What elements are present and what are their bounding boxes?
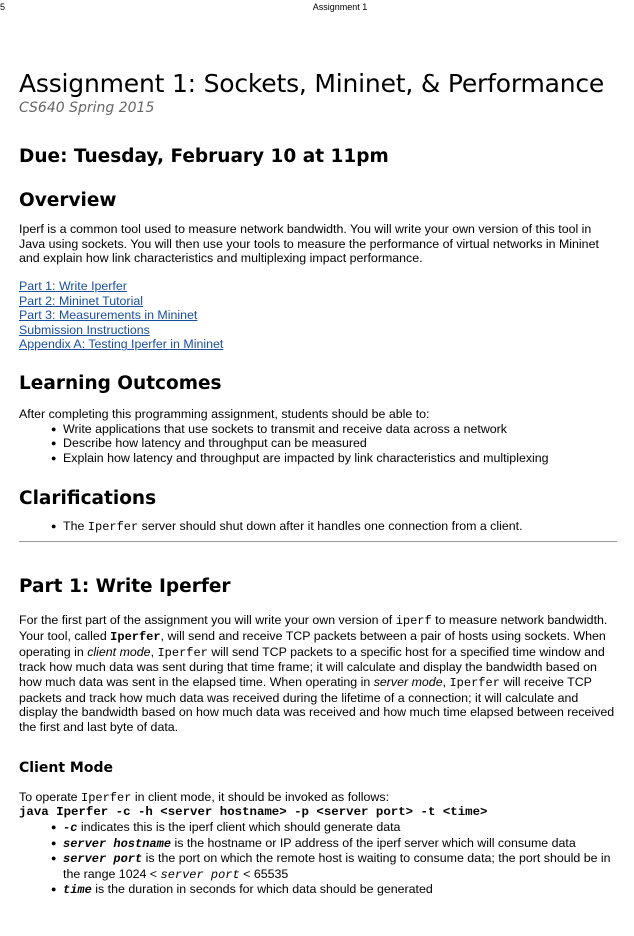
list-item: ● Describe how latency and throughput can be measured <box>63 436 617 451</box>
section-divider <box>19 541 617 542</box>
option-item: ● server hostname is the hostname or IP address of the iperf server which will consume data <box>63 836 617 852</box>
document-body <box>19 68 617 898</box>
clarifications-heading: Clarifications <box>19 487 157 509</box>
learning-intro: After completing this programming assignment, students should be able to: <box>19 407 430 422</box>
clarification-post: server should shut down after it handles one connection from a client. <box>138 518 523 533</box>
overview-text: Iperf is a common tool used to measure network bandwidth. You will write your own version of this tool in Java using sockets. You will then use your tools to measure the performance of virtual networks in Mininet and explain how link characteristics and multiplexing impact performance. <box>19 222 599 266</box>
list-item: ● Explain how latency and throughput are impacted by link characteristics and multiplexing <box>63 451 617 466</box>
section-links <box>19 279 617 352</box>
running-header: Assignment 1 <box>312 2 368 12</box>
part1-heading: Part 1: Write Iperfer <box>19 576 231 598</box>
option-item: ● time is the duration in seconds for which data should be generated <box>63 882 617 898</box>
option-item: ● server port is the port on which the remote host is waiting to consume data; the port should be in the range 1024 < server port < 65535 <box>63 851 617 882</box>
page-number: 5 <box>0 2 6 12</box>
client-mode-heading: Client Mode <box>19 759 113 776</box>
link-part2[interactable]: Part 2: Mininet Tutorial <box>19 293 143 308</box>
due-date-heading: Due: Tuesday, February 10 at 11pm <box>19 146 389 167</box>
link-submission[interactable]: Submission Instructions <box>19 322 150 337</box>
list-item <box>63 519 617 535</box>
page-title: Assignment 1: Sockets, Mininet, & Performance <box>19 69 605 98</box>
overview-heading: Overview <box>19 190 117 211</box>
course-subtitle: CS640 Spring 2015 <box>19 100 155 116</box>
clarification-code: Iperfer <box>87 519 139 534</box>
client-command: java Iperfer -c -h <server hostname> -p <server port> -t <time> <box>19 805 488 820</box>
link-part3[interactable]: Part 3: Measurements in Mininet <box>19 308 198 323</box>
client-mode-intro: To operate Iperfer in client mode, it should be invoked as follows: <box>19 789 390 805</box>
learning-list <box>19 422 617 466</box>
link-part1[interactable]: Part 1: Write Iperfer <box>19 279 127 294</box>
learning-outcomes-heading: Learning Outcomes <box>19 373 222 395</box>
clarification-pre: The <box>63 518 88 533</box>
client-options-list <box>19 820 617 898</box>
part1-text: For the first part of the assignment you will write your own version of iperf to measure network bandwidth. Your tool, called Iperfer, will send and receive TCP packets between a pair of hosts using sockets. When operating in client mode, Iperfer will send TCP packets to a specific host for a specified time window and track how much data was sent during that time frame; it will calculate and display the bandwidth based on how much data was sent in the elapsed time. When operating in server mode, Iperfer will receive TCP packets and track how much data was received during the lifetime of a connection; it will calculate and display the bandwidth based on how much data was received and how much time elapsed between received the first and last byte of data. <box>19 613 615 735</box>
clarifications-list <box>19 519 617 535</box>
list-item: ● Write applications that use sockets to transmit and receive data across a network <box>63 422 617 437</box>
option-item: ● -c indicates this is the iperf client which should generate data <box>63 820 617 836</box>
link-appendix-a[interactable]: Appendix A: Testing Iperfer in Mininet <box>19 337 224 352</box>
